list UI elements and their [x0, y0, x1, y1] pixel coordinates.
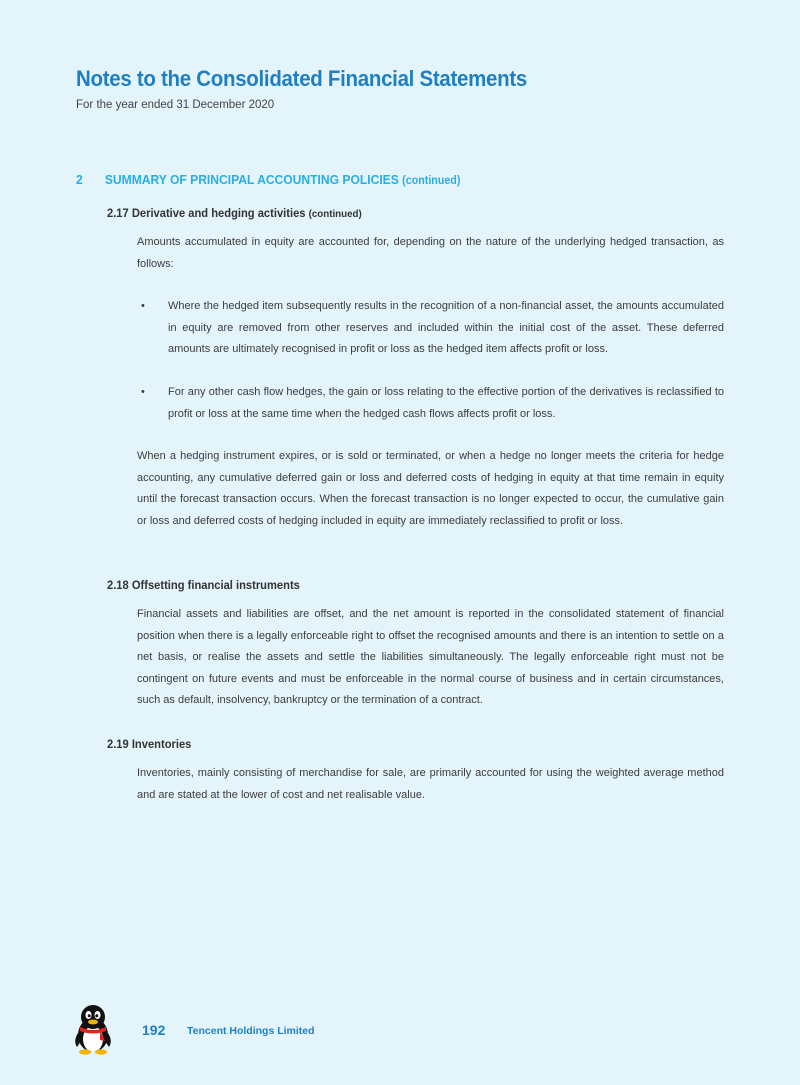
section-number: 2: [76, 172, 83, 187]
paragraph-2-17-closing: When a hedging instrument expires, or is sold or terminated, or when a hedge no longer meets the criteria for hedge accounting, any cumulative deferred gain or loss and deferred costs of hedging in equity at that time remain in equity until the forecast transaction occurs. When the forecast transaction is no longer expected to occur, the cumulative gain or loss and deferred costs of hedging included in equity are immediately reclassified to profit or loss.: [137, 450, 724, 527]
subsection-heading-2-19: [107, 737, 191, 751]
subsection-heading-2-18: [107, 578, 300, 592]
section-title: SUMMARY OF PRINCIPAL ACCOUNTING POLICIES: [104, 172, 399, 187]
page-number: 192: [142, 1022, 166, 1038]
page-title: Notes to the Consolidated Financial Statements: [76, 66, 528, 91]
bullet-item: [137, 382, 724, 425]
paragraph-2-18: Financial assets and liabilities are offset, and the net amount is reported in the consolidated statement of financial position when there is a legally enforceable right to offset the recognised amounts and there is an intention to settle on a net basis, or realise the assets and settle the liabilities simultaneously. The legally enforceable right must not be contingent on future events and must be enforceable in the normal course of business and in certain circumstances, such as default, insolvency, bankruptcy or the termination of a contract.: [137, 608, 724, 707]
bullet-dot-icon: •: [141, 300, 145, 312]
subsection-continued: (continued): [308, 208, 362, 220]
subsection-title: Inventories: [131, 737, 192, 751]
bullet-item: [137, 296, 724, 361]
paragraph-2-17-intro: Amounts accumulated in equity are accounted for, depending on the nature of the underlying hedged transaction, as follows:: [137, 236, 724, 270]
penguin-mascot-icon: [72, 1003, 114, 1055]
subsection-number: 2.18: [107, 578, 129, 592]
subsection-number: 2.17: [107, 206, 129, 220]
page-subtitle: For the year ended 31 December 2020: [76, 99, 275, 111]
bullet-text: Where the hedged item subsequently results in the recognition of a non-financial asset, the amounts accumulated in equity are removed from other reserves and included within the initial cost of the asset. These deferred amounts are ultimately recognised in profit or loss as the hedged item affects profit or loss.: [168, 300, 724, 356]
subsection-heading-2-17: [107, 206, 362, 220]
bullet-text: For any other cash flow hedges, the gain or loss relating to the effective portion of the derivatives is reclassified to profit or loss at the same time when the hedged cash flows affects profit or loss.: [168, 386, 724, 420]
company-name: Tencent Holdings Limited: [187, 1025, 315, 1037]
subsection-title: Offsetting financial instruments: [131, 578, 300, 592]
subsection-number: 2.19: [107, 737, 129, 751]
paragraph-2-19: Inventories, mainly consisting of merchandise for sale, are primarily accounted for using the weighted average method and are stated at the lower of cost and net realisable value.: [137, 767, 724, 801]
subsection-title: Derivative and hedging activities: [131, 206, 306, 220]
bullet-dot-icon: •: [141, 386, 145, 398]
section-continued: (continued): [402, 175, 461, 187]
section-heading: [76, 172, 460, 187]
